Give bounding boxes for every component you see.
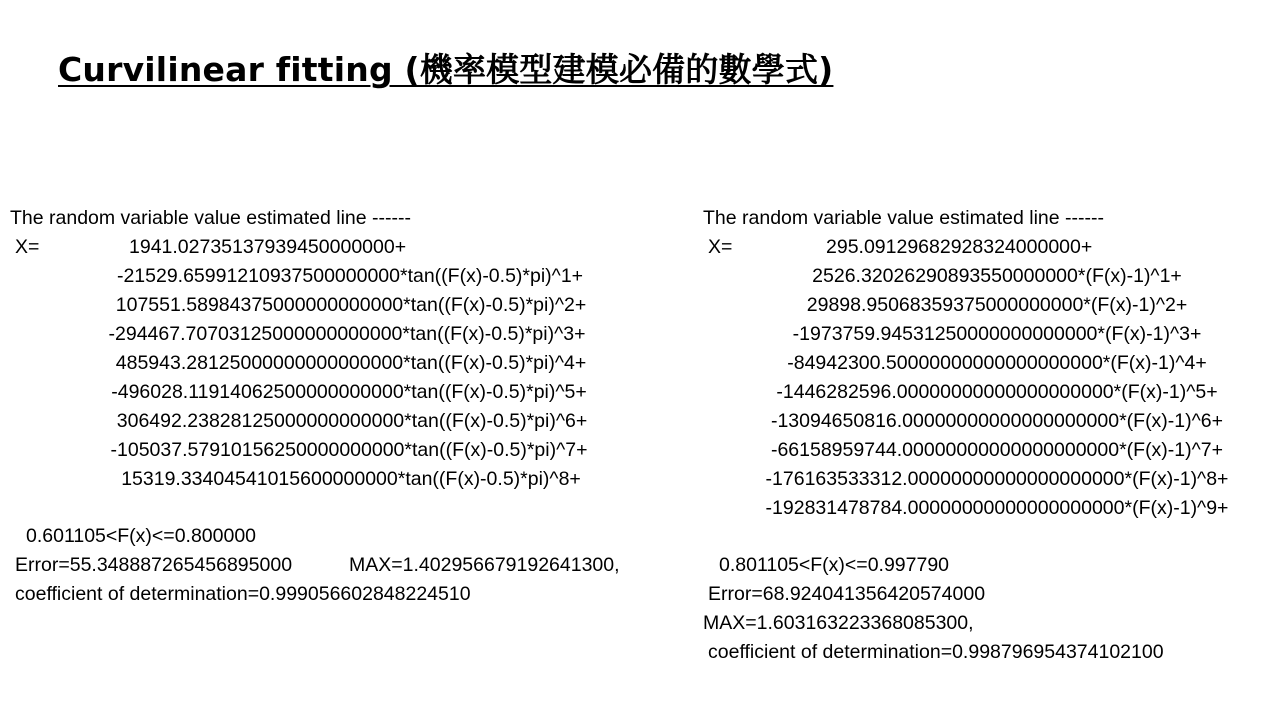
left-term: 306492.23828125000000000000*tan((F(x)-0.5)*pi)^6+ <box>116 410 588 432</box>
right-error: Error=68.924041356420574000 <box>708 583 986 605</box>
left-term: -294467.70703125000000000000*tan((F(x)-0.5)*pi)^3+ <box>108 323 586 345</box>
right-term: 29898.95068359375000000000*(F(x)-1)^2+ <box>806 294 1188 316</box>
left-term: 15319.33404541015600000000*tan((F(x)-0.5)*pi)^8+ <box>121 468 581 490</box>
right-term: -176163533312.00000000000000000000*(F(x)-1)^8+ <box>765 468 1229 490</box>
right-term: -1973759.94531250000000000000*(F(x)-1)^3+ <box>792 323 1202 345</box>
left-max: MAX=1.402956679192641300, <box>349 554 620 576</box>
left-term: 485943.28125000000000000000*tan((F(x)-0.5)*pi)^4+ <box>115 352 587 374</box>
right-coefficient: coefficient of determination=0.998796954374102100 <box>708 641 1164 663</box>
right-constant-term: 295.09129682928324000000+ <box>826 236 1093 258</box>
left-coefficient: coefficient of determination=0.999056602848224510 <box>15 583 471 605</box>
left-constant-term: 1941.02735137939450000000+ <box>129 236 407 258</box>
left-error: Error=55.348887265456895000 <box>15 554 293 576</box>
right-range: 0.801105<F(x)<=0.997790 <box>719 554 950 576</box>
right-term: 2526.32026290893550000000*(F(x)-1)^1+ <box>812 265 1182 287</box>
right-term: -13094650816.00000000000000000000*(F(x)-1)^6+ <box>770 410 1224 432</box>
left-range: 0.601105<F(x)<=0.800000 <box>26 525 257 547</box>
left-term: 107551.58984375000000000000*tan((F(x)-0.5)*pi)^2+ <box>115 294 587 316</box>
right-term: -84942300.50000000000000000000*(F(x)-1)^4+ <box>787 352 1207 374</box>
right-term: -66158959744.00000000000000000000*(F(x)-1)^7+ <box>770 439 1224 461</box>
right-x-label: X= <box>708 236 733 258</box>
page-title: Curvilinear fitting (機率模型建模必備的數學式) <box>58 50 834 89</box>
right-heading: The random variable value estimated line ------ <box>703 207 1104 229</box>
right-term: -192831478784.00000000000000000000*(F(x)-1)^9+ <box>765 497 1229 519</box>
left-heading: The random variable value estimated line ------ <box>10 207 411 229</box>
left-term: -105037.57910156250000000000*tan((F(x)-0.5)*pi)^7+ <box>110 439 588 461</box>
right-term: -1446282596.00000000000000000000*(F(x)-1)^5+ <box>776 381 1218 403</box>
right-max: MAX=1.603163223368085300, <box>703 612 974 634</box>
left-term: -496028.11914062500000000000*tan((F(x)-0.5)*pi)^5+ <box>111 381 587 403</box>
left-term: -21529.65991210937500000000*tan((F(x)-0.5)*pi)^1+ <box>116 265 584 287</box>
left-x-label: X= <box>15 236 40 258</box>
